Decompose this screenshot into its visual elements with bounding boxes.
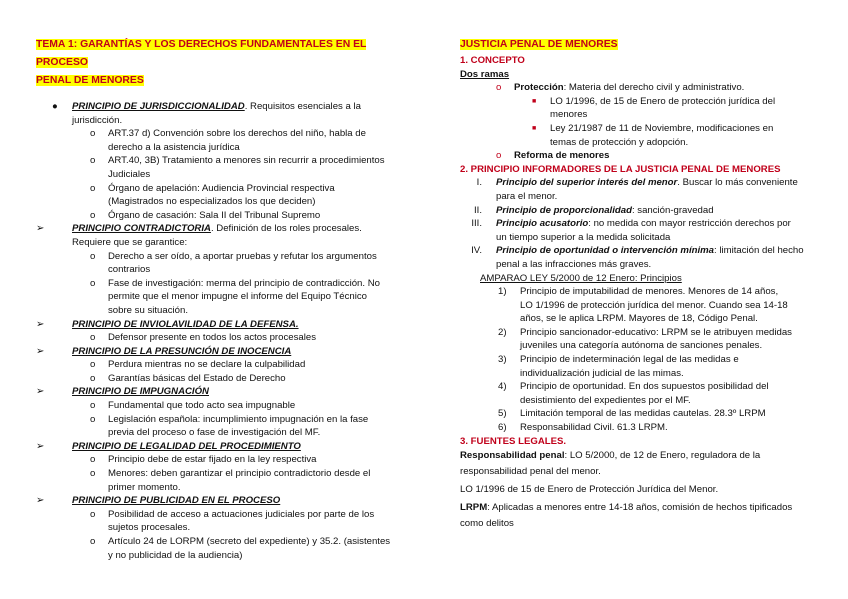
circle-bullet-icon: o bbox=[90, 209, 96, 221]
arrow-bullet-icon: ➢ bbox=[36, 318, 45, 330]
rama-proteccion: o Protección: Materia del derecho civil y administrativo. bbox=[496, 82, 745, 94]
left-title bbox=[36, 36, 408, 90]
circle-bullet-icon: o bbox=[90, 454, 96, 466]
square-bullet-icon: ■ bbox=[532, 97, 537, 105]
principle-inviolavilidad: ➢ PRINCIPIO DE INVIOLAVILIDAD DE LA DEFENSA. bbox=[36, 318, 299, 330]
circle-bullet-icon: o bbox=[90, 508, 96, 520]
circle-bullet-icon: o bbox=[90, 413, 96, 425]
circle-bullet-icon: o bbox=[90, 400, 96, 412]
list-item: o Fundamental que todo acto sea impugnable bbox=[90, 400, 296, 412]
principle-publicidad: ➢ PRINCIPIO DE PUBLICIDAD EN EL PROCESO bbox=[36, 495, 281, 507]
list-item: o Artículo 24 de LORPM (secreto del expediente) y 35.2. (asistentes y no publicidad de la audiencia) bbox=[90, 536, 391, 561]
list-item: o ART.37 d) Convención sobre los derechos del niño, habla de derecho a la asistencia jurídica bbox=[90, 128, 366, 153]
circle-bullet-icon: o bbox=[90, 250, 96, 262]
arrow-bullet-icon: ➢ bbox=[36, 495, 45, 507]
numbered-item: 1) Principio de imputabilidad de menores. Menores de 14 años, LO 1/1996 de protección jurídica del menor. Cuando sea 14-18 años, se le aplica LRPM. Mayores de 18, Código Penal. bbox=[498, 286, 788, 325]
list-item: o Derecho a ser oído, a aportar pruebas y refutar los argumentos contrarios bbox=[90, 250, 377, 276]
roman-item: II. Principio de proporcionalidad: sanción-gravedad bbox=[474, 204, 714, 216]
numbered-item: 4) Principio de oportunidad. En dos supuestos posibilidad del desistimiento del expedientes por el MF. bbox=[498, 381, 769, 406]
amparo-heading: AMPARAO LEY 5/2000 de 12 Enero: Principios bbox=[480, 272, 682, 284]
section-concepto: 1. CONCEPTO bbox=[460, 55, 525, 66]
circle-bullet-icon: o bbox=[90, 468, 96, 480]
section-fuentes: 3. FUENTES LEGALES. bbox=[460, 435, 567, 447]
numbered-item: 3) Principio de indeterminación legal de las medidas e individualización judicial de las mimas. bbox=[498, 354, 739, 379]
principle-impugnacion: ➢ PRINCIPIO DE IMPUGNACIÓN bbox=[36, 386, 209, 398]
section-principios: 2. PRINCIPIO INFORMADORES DE LA JUSTICIA PENAL DE MENORES bbox=[460, 163, 781, 175]
list-item: o Principio debe de estar fijado en la ley respectiva bbox=[90, 454, 317, 466]
list-item: o Posibilidad de acceso a actuaciones judiciales por parte de los sujetos procesales. bbox=[90, 508, 375, 534]
circle-bullet-icon: o bbox=[90, 155, 96, 167]
right-column bbox=[460, 36, 816, 532]
dos-ramas-heading: Dos ramas bbox=[460, 68, 510, 80]
principle-jurisdiccionalidad: ● PRINCIPIO DE JURISDICCIONALIDAD. Requisitos esenciales a la jurisdicción. bbox=[52, 101, 361, 126]
arrow-bullet-icon: ➢ bbox=[36, 386, 45, 398]
roman-item: IV. Principio de oportunidad o intervención mínima: limitación del hecho penal a las infracciones más graves. bbox=[471, 245, 804, 270]
left-column bbox=[36, 36, 408, 562]
fuente-responsabilidad: Responsabilidad penal: LO 5/2000, de 12 de Enero, reguladora de la responsabilidad penal del menor. bbox=[460, 450, 761, 478]
circle-bullet-icon: o bbox=[496, 150, 502, 162]
list-item: o Defensor presente en todos los actos procesales bbox=[90, 332, 316, 344]
fuente-lo1996: LO 1/1996 de 15 de Enero de Protección Jurídica del Menor. bbox=[460, 484, 719, 496]
list-item: o Fase de investigación: merma del principio de contradicción. No permite que el menor impugne el informe del Equipo Técnico sobre su situación. bbox=[90, 277, 380, 316]
right-title: JUSTICIA PENAL DE MENORES bbox=[460, 39, 618, 50]
list-item: ■ Ley 21/1987 de 11 de Noviembre, modificaciones en temas de protección y adopción. bbox=[532, 122, 774, 148]
principle-legalidad: ➢ PRINCIPIO DE LEGALIDAD DEL PROCEDIMIENTO bbox=[36, 440, 301, 452]
roman-item: I. Principio del superior interés del menor. Buscar lo más conveniente para el menor. bbox=[476, 177, 798, 202]
circle-bullet-icon: o bbox=[90, 372, 96, 384]
numbered-item: 6) Responsabilidad Civil. 61.3 LRPM. bbox=[498, 422, 668, 434]
list-item: o Órgano de apelación: Audiencia Provincial respectiva (Magistrados no especializados los que deciden) bbox=[90, 182, 335, 208]
arrow-bullet-icon: ➢ bbox=[36, 223, 45, 235]
circle-bullet-icon: o bbox=[90, 359, 96, 371]
list-item: o ART.40, 3B) Tratamiento a menores sin recurrir a procedimientos Judiciales bbox=[90, 155, 385, 180]
principle-contradictoria: ➢ PRINCIPIO CONTRADICTORIA. Definición de los roles procesales. bbox=[36, 223, 362, 235]
circle-bullet-icon: o bbox=[90, 182, 96, 194]
list-item: o Garantías básicas del Estado de Derecho bbox=[90, 372, 286, 384]
list-item: o Legislación española: incumplimiento impugnación en la fase previa del proceso o fase de investigación del MF. bbox=[90, 413, 369, 439]
numbered-item: 5) Limitación temporal de las medidas cautelas. 28.3º LRPM bbox=[498, 408, 766, 420]
circle-bullet-icon: o bbox=[90, 277, 96, 289]
bullet-icon: ● bbox=[52, 101, 58, 112]
arrow-bullet-icon: ➢ bbox=[36, 440, 45, 452]
title-line-2: PENAL DE MENORES bbox=[36, 75, 144, 86]
list-item: o Perdura mientras no se declare la culpabilidad bbox=[90, 359, 306, 371]
circle-bullet-icon: o bbox=[90, 332, 96, 344]
arrow-bullet-icon: ➢ bbox=[36, 345, 45, 357]
numbered-item: 2) Principio sancionador-educativo: LRPM se le atribuyen medidas juveniles una categoría autónoma de sanciones penales. bbox=[498, 326, 792, 352]
square-bullet-icon: ■ bbox=[532, 124, 537, 132]
principle-intro: Requiere que se garantice: bbox=[72, 236, 188, 248]
list-item: o Menores: deben garantizar el principio contradictorio desde el primer momento. bbox=[90, 468, 371, 493]
principle-presuncion-inocencia: ➢ PRINCIPIO DE LA PRESUNCIÓN DE INOCENCIA bbox=[36, 345, 292, 357]
rama-reforma: o Reforma de menores bbox=[496, 150, 610, 162]
roman-item: III. Principio acusatorio: no medida con mayor restricción derechos por un tiempo superior a la medida solicitada bbox=[471, 218, 791, 243]
title-line-1: TEMA 1: GARANTÍAS Y LOS DERECHOS FUNDAMENTALES EN EL PROCESO bbox=[36, 39, 367, 68]
circle-bullet-icon: o bbox=[90, 536, 96, 547]
list-item: ■ LO 1/1996, de 15 de Enero de protección jurídica del menores bbox=[532, 95, 776, 121]
fuente-lrpm: LRPM: Aplicadas a menores entre 14-18 años, comisión de hechos tipificados como delitos bbox=[460, 502, 793, 530]
list-item: o Órgano de casación: Sala II del Tribunal Supremo bbox=[90, 209, 321, 221]
circle-bullet-icon: o bbox=[496, 82, 502, 94]
circle-bullet-icon: o bbox=[90, 128, 96, 140]
